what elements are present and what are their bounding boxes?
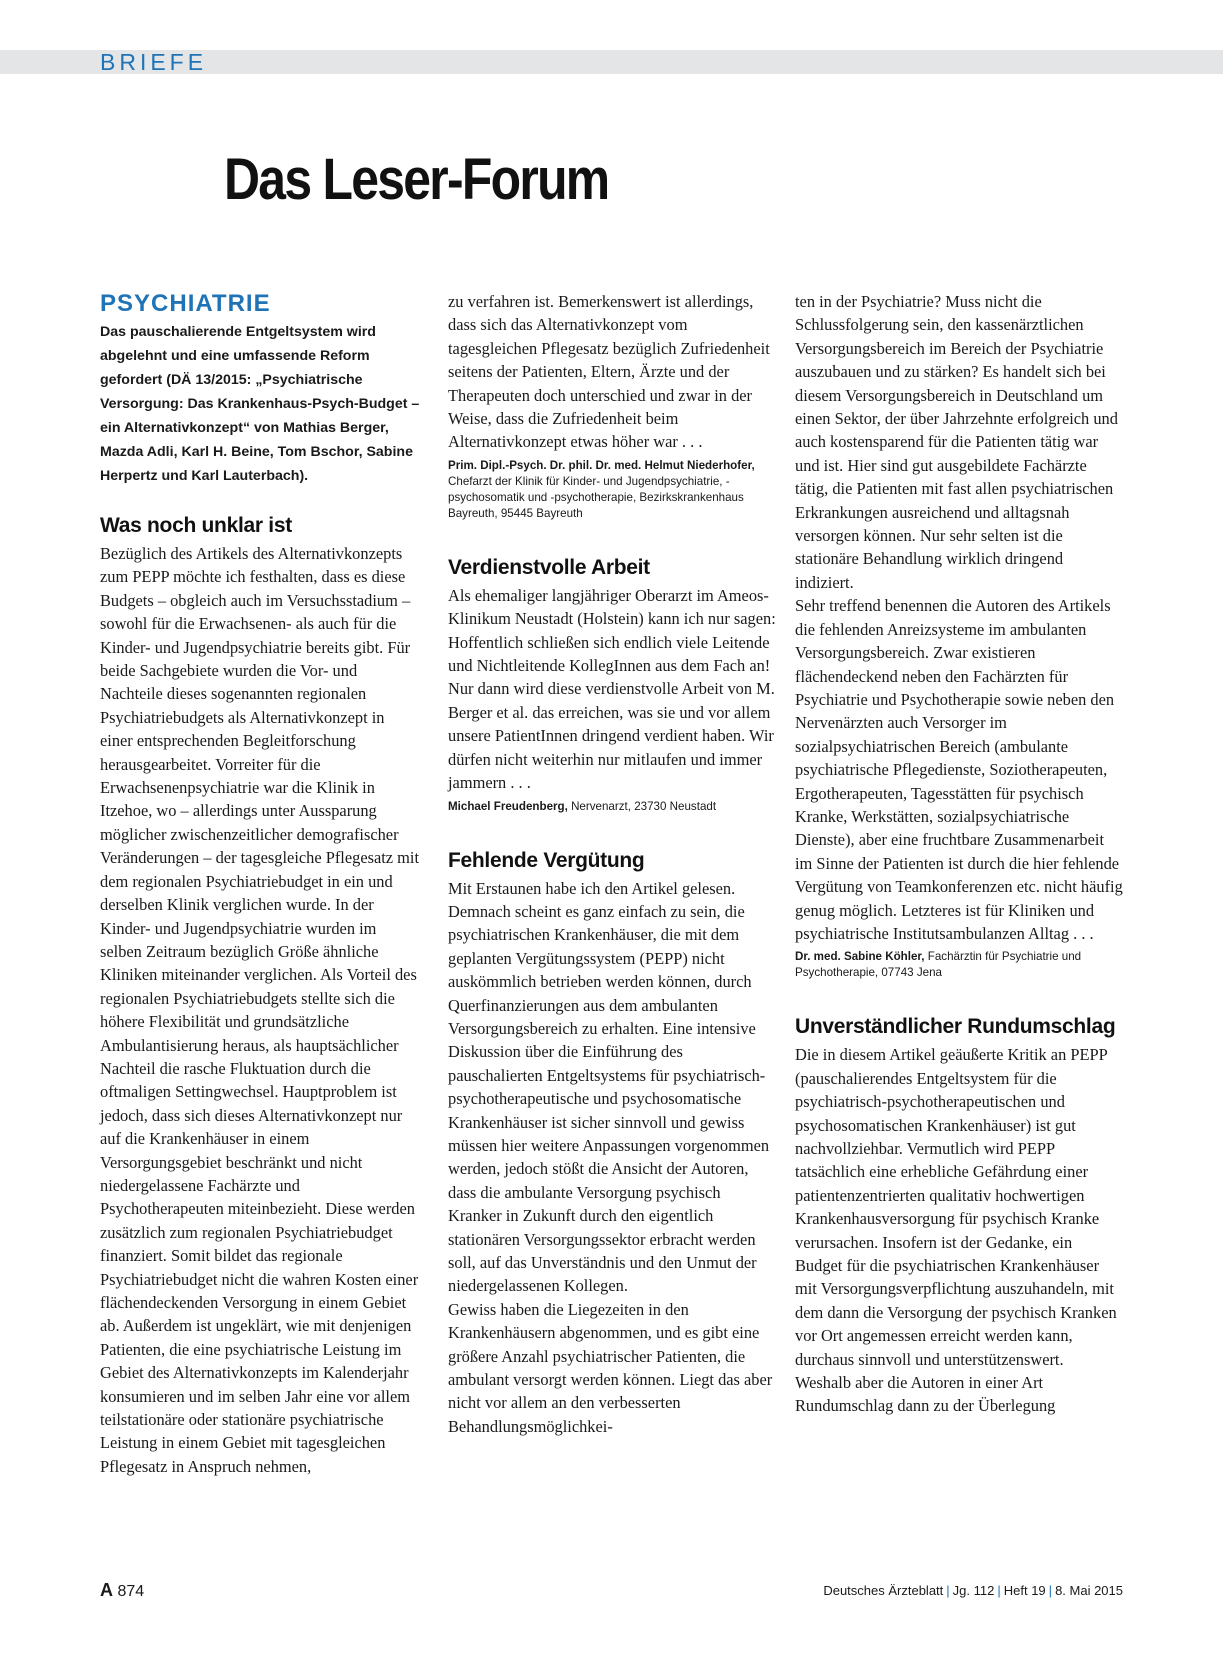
rubric: PSYCHIATRIE: [100, 290, 271, 317]
letter-body: Die in diesem Artikel geäußerte Kritik an PEPP (pauschalierendes Entgeltsystem für die psychiatrisch-psychotherapeutischen und psychosomatischen Krankenhäuser) ist gut nachvollziehbar. Vermutlich wird PEPP tatsächlich eine erhebliche Gefährdung einer patientenzentrierten qualitativ hochwertigen Krankenhausversorgung für psychisch Kranke verursachen. Insofern ist der Gedanke, ein Budget für die psychiatrischen Krankenhäuser mit Versorgungsverpflichtung auszuhandeln, mit dem dann die Versorgung der psychisch Kranken vor Ort angemessen erreicht werden kann, durchaus sinnvoll und unterstützenswert. Weshalb aber die Autoren in einer Art Rundumschlag dann zu der Überlegung: [795, 1045, 1117, 1416]
article-reference: Das pauschalierende Entgeltsystem wird abgelehnt und eine umfassende Reform gefordert (DÄ 13/2015: „Psychiatrische Versorgung: Das Krankenhaus-Psych-Budget – ein Alternativkonzept“ von Mathias Berger, Mazda Adli, Karl H. Beine, Tom Bschor, Sabine Herpertz und Karl Lauterbach).: [100, 324, 420, 484]
signature-details: Nervenarzt, 23730 Neustadt: [571, 799, 717, 813]
letter-body-continued: Sehr treffend benennen die Autoren des Artikels die fehlenden Anreizsysteme im ambulanten Versorgungsbereich. Zwar existieren flächendeckend neben den Fachärzten für Psychiatrie und Psychotherapie sowie neben den Nervenärzten auch Versorger im sozialpsychiatrischen Bereich (ambulante psychiatrische Pflegedienste, Soziotherapeuten, Ergotherapeuten, Tagesstätten für psychisch Kranke, Werkstätten, sozialpsychiatrische Dienste), aber eine fruchtbare Zusammenarbeit im Sinne der Patienten ist durch die hier fehlende Vergütung von Teamkonferenzen etc. nicht häufig genug möglich. Letzteres ist für Kliniken und psychiatrische Institutsambulanzen Alltag . . .: [795, 596, 1123, 943]
section-label: BRIEFE: [100, 49, 208, 75]
letter-body: Mit Erstaunen habe ich den Artikel gelesen. Demnach scheint es ganz einfach zu sein, die psychiatrischen Krankenhäuser, die mit dem geplanten Vergütungssystem (PEPP) nicht auskömmlich betrieben werden können, durch Querfinanzierungen aus dem ambulanten Versorgungsbereich zu erhalten. Eine intensive Diskussion über die Einführung des pauschalierten Entgeltsystems für psychiatrisch-psychotherapeutische und psychosomatische Krankenhäuser ist sicher sinnvoll und gewiss müssen hier weitere Anpassungen vorgenommen werden, jedoch stößt die Ansicht der Autoren, dass die ambulante Versorgung psychisch Kranker in Zukunft durch den eigentlich stationären Versorgungssektor erbracht werden soll, auf das Unverständnis und den Unmut der niedergelassenen Kollegen.: [448, 878, 770, 1296]
journal-volume: Jg. 112: [952, 1583, 995, 1598]
column-3: [795, 290, 1123, 1418]
journal-issue: Heft 19: [1003, 1583, 1046, 1598]
journal-name: Deutsches Ärzteblatt: [823, 1583, 944, 1598]
letter-body: Bezüglich des Artikels des Alternativkonzepts zum PEPP möchte ich festhalten, dass es diese Budgets – obgleich auch im Versuchsstadium – sowohl für die Erwachsenen- als auch für die Kinder- und Jugendpsychiatrie bereits gibt. Für beide Sachgebiete wurden die Vor- und Nachteile dieses sogenannten regionalen Psychiatriebudgets als Alternativkonzept in einer entsprechenden Begleitforschung herausgearbeitet. Vorreiter für die Erwachsenenpsychiatrie war die Klinik in Itzehoe, wo – allerdings unter Aussparung möglicher zwischenzeitlicher demografischer Veränderungen – der tagesgleiche Pflegesatz mit dem regionalen Psychiatriebudget in ein und derselben Klinik verglichen wurde. In der Kinder- und Jugendpsychiatrie wurden im selben Zeitraum bezüglich Größe ähnliche Kliniken miteinander verglichen. Als Vorteil des regionalen Psychiatriebudgets stellte sich die höhere Flexibilität und grundsätzliche Ambulantisierung heraus, als hauptsächlicher Nachteil die rasche Fluktuation durch die oftmaligen Settingwechsel. Hauptproblem ist jedoch, dass sich dieses Alternativkonzept nur auf die Krankenhäuser in einem Versorgungsgebiet beschränkt und nicht niedergelassene Fachärzte und Psychotherapeuten miteinbezieht. Diese werden zusätzlich zum regionalen Psychiatriebudget finanziert. Somit bildet das regionale Psychiatriebudget nicht die wahren Kosten einer flächendeckenden Versorgung in einem Gebiet ab. Außerdem ist ungeklärt, wie mit denjenigen Patienten, die eine psychiatrische Leistung im Gebiet des Alternativkonzepts im Kalenderjahr konsumieren und im selben Jahr eine vor allem teilstationäre oder stationäre psychiatrische Leistung in einem Gebiet mit tagesgleichen Pflegesatz in Anspruch nehmen,: [100, 544, 420, 1476]
page-prefix: A: [100, 1580, 113, 1600]
journal-date: 8. Mai 2015: [1055, 1583, 1123, 1598]
letter-body-continued: ten in der Psychiatrie? Muss nicht die Schlussfolgerung sein, den kassenärztlichen Versorgungsbereich im Bereich der Psychiatrie auszubauen und zu stärken? Es handelt sich bei diesem Versorgungsbereich in Deutschland um einen Sektor, der über Jahrzehnte erfolgreich und auch kostensparend für die Patienten tätig war und ist. Hier sind gut ausgebildete Fachärzte tätig, die Patienten mit fast allen psychiatrischen Erkrankungen ausreichend und alltagsnah versorgen können. Nur sehr selten ist die stationäre Behandlung wirklich dringend indiziert.: [795, 292, 1118, 592]
column-1: [100, 290, 420, 1478]
signature-details: Chefarzt der Klinik für Kinder- und Jugendpsychiatrie, -psychosomatik und -psychotherapie, Bezirkskrankenhaus Bayreuth, 95445 Bayreuth: [448, 474, 744, 520]
letter-title: Verdienstvolle Arbeit: [448, 555, 650, 579]
signature-name: Michael Freudenberg,: [448, 799, 568, 813]
letter-body: Gewiss haben die Liegezeiten in den Krankenhäusern abgenommen, und es gibt eine größere Anzahl psychiatrischer Patienten, die ambulant versorgt werden können. Liegt das aber nicht vor allem an den verbesserten Behandlungsmöglichkei-: [448, 1299, 773, 1436]
page-title: Das Leser-Forum: [224, 147, 609, 212]
signature-name: Prim. Dipl.-Psych. Dr. phil. Dr. med. Helmut Niederhofer,: [448, 458, 755, 472]
letter-signature: [448, 799, 776, 815]
page-number-value: 874: [117, 1583, 145, 1600]
letter-signature: [448, 458, 776, 522]
letter-title: Was noch unklar ist: [100, 514, 292, 537]
column-2: [448, 290, 776, 1438]
signature-name: Dr. med. Sabine Köhler,: [795, 950, 925, 964]
signature-details: Fachärztin für Psychiatrie und Psychotherapie, 07743 Jena: [795, 950, 1082, 980]
letter-signature: [795, 949, 1123, 981]
page-number: [100, 1580, 144, 1602]
letter-body: Als ehemaliger langjähriger Oberarzt im Ameos-Klinikum Neustadt (Holstein) kann ich nur sagen: Hoffentlich schließen sich endlich viele Leitende und Nichtleitende KollegInnen aus dem Fach an! Nur dann wird diese verdienstvolle Arbeit von M. Berger et al. das erreichen, was sie und vor allem unsere PatientInnen dringend verdient haben. Wir dürfen nicht weiterhin nur mitlaufen und immer jammern . . .: [448, 585, 776, 793]
letter-title: Fehlende Vergütung: [448, 848, 645, 872]
letter-title: Unverständlicher Rundumschlag: [795, 1015, 1116, 1039]
letter-body-continued: zu verfahren ist. Bemerkenswert ist allerdings, dass sich das Alternativkonzept vom tagesgleichen Pflegesatz bezüglich Zufriedenheit seitens der Patienten, Eltern, Ärzte und der Therapeuten doch unterschied und zwar in der Weise, dass die Zufriedenheit beim Alternativkonzept etwas höher war . . .: [448, 292, 770, 452]
journal-info: Deutsches Ärzteblatt | Jg. 112 | Heft 19 | 8. Mai 2015: [823, 1583, 1123, 1598]
